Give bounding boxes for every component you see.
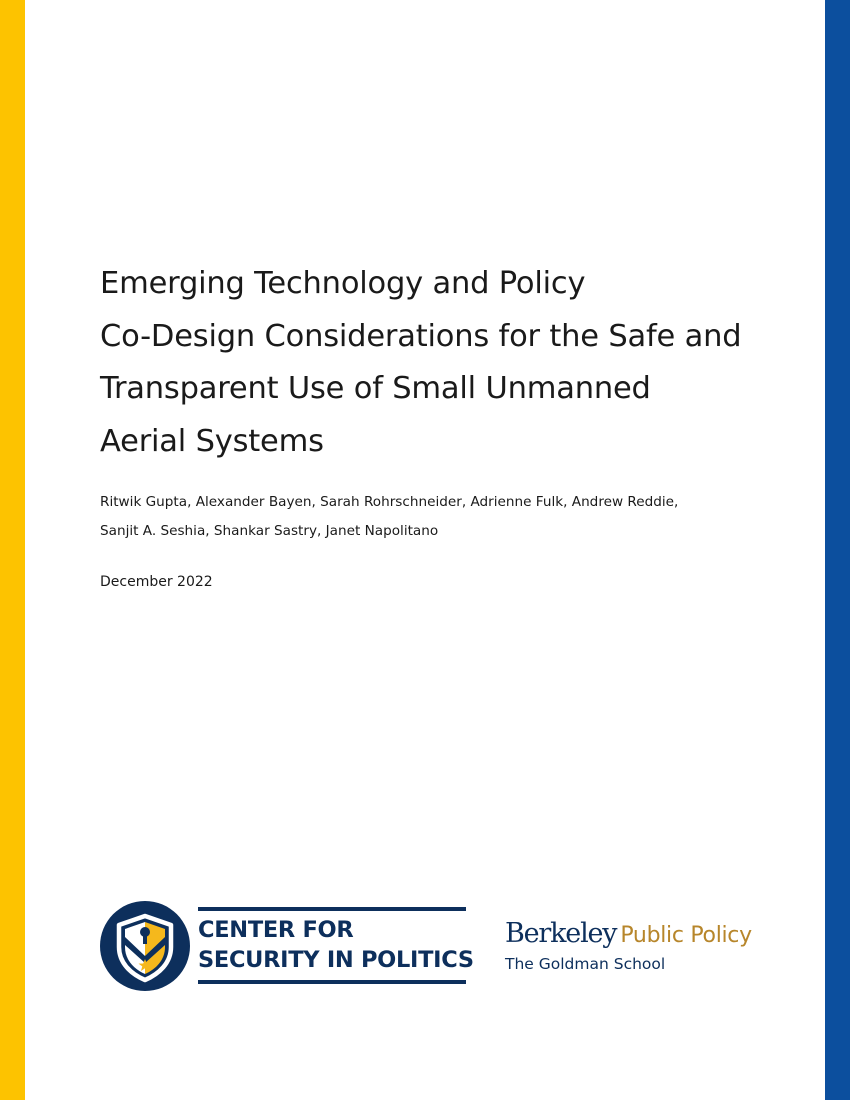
author-line: Ritwik Gupta, Alexander Bayen, Sarah Rohrschneider, Adrienne Fulk, Andrew Reddie, (100, 494, 679, 510)
csp-logo-line: CENTER FOR (198, 917, 354, 943)
author-list (100, 488, 800, 546)
publication-date: December 2022 (100, 574, 213, 590)
csp-logo-text (198, 915, 474, 975)
author-line: Sanjit A. Seshia, Shankar Sastry, Janet Napolitano (100, 523, 439, 539)
bpp-logo-wordmark (505, 917, 765, 954)
berkeley-public-policy-logo (505, 917, 765, 977)
logo-rule-top (198, 907, 466, 911)
right-accent-bar (825, 0, 850, 1100)
document-title (100, 258, 780, 468)
title-line: Emerging Technology and Policy (100, 266, 586, 301)
left-accent-bar (0, 0, 25, 1100)
center-for-security-in-politics-logo (100, 901, 474, 991)
shield-emblem-icon (100, 901, 190, 991)
csp-logo-line: SECURITY IN POLITICS (198, 947, 474, 973)
title-line: Transparent Use of Small Unmanned (100, 371, 651, 406)
goldman-school-subtitle: The Goldman School (505, 955, 666, 973)
logo-rule-bottom (198, 980, 466, 984)
title-line: Co-Design Considerations for the Safe and (100, 318, 742, 354)
title-line: Aerial Systems (100, 423, 324, 459)
berkeley-wordmark: Berkeley (505, 918, 617, 949)
public-policy-wordmark: Public Policy (620, 923, 752, 948)
